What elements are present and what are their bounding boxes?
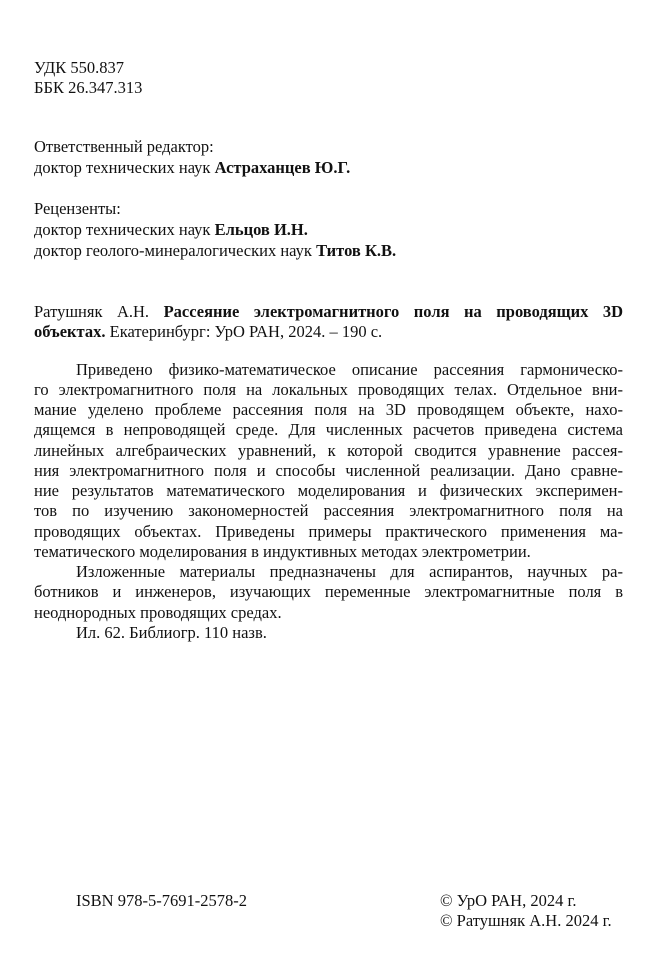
abstract-line: дящемся в непроводящей среде. Для численных расчетов приведена система [34, 420, 623, 439]
copyright-publisher: © УрО РАН, 2024 г. [440, 891, 577, 910]
abstract-line: Приведено физико-математическое описание рассеяния гармоническо- [76, 360, 623, 379]
citation-line-2 [34, 322, 382, 342]
abstract-line: го электромагнитного поля на локальных проводящих телах. Отдельное вни- [34, 380, 623, 399]
illustrations-count: Ил. 62. Библиогр. 110 назв. [76, 623, 267, 642]
abstract-line: тематического моделирования в индуктивных методах электрометрии. [34, 542, 531, 561]
abstract-line: тов по изучению закономерностей рассеяния электромагнитного поля на [34, 501, 623, 520]
audience-line: неоднородных проводящих средах. [34, 603, 282, 622]
citation-publisher: Екатеринбург: УрО РАН, 2024. – 190 с. [105, 322, 383, 341]
editor-label: Ответственный редактор: [34, 137, 214, 156]
citation-title-1: Рассеяние электромагнитного поля на проводящих 3D [163, 302, 624, 321]
abstract-line: ния электромагнитного поля и способы численной реализации. Дано сравне- [34, 461, 623, 480]
citation-line-1 [34, 302, 623, 322]
audience-line: Изложенные материалы предназначены для аспирантов, научных ра- [76, 562, 623, 581]
abstract-line: ние результатов математического моделирования и физических эксперимен- [34, 481, 623, 500]
bbk-code: ББК 26.347.313 [34, 78, 143, 97]
reviewer-1 [34, 220, 308, 240]
abstract-line: проводящих объектах. Приведены примеры практического применения ма- [34, 522, 623, 541]
citation-author: Ратушняк А.Н. [34, 302, 150, 321]
reviewer-2-degree: доктор геолого-минералогических наук [34, 241, 317, 260]
reviewer-2-name: Титов К.В. [316, 241, 397, 260]
abstract-line: мание уделено проблеме рассеяния поля на 3D проводящем объекте, нахо- [34, 400, 623, 419]
editor-line [34, 158, 350, 178]
editor-name: Астраханцев Ю.Г. [214, 158, 351, 177]
audience-line: ботников и инженеров, изучающих переменные электромагнитные поля в [34, 582, 623, 601]
editor-degree: доктор технических наук [34, 158, 215, 177]
reviewer-2 [34, 241, 396, 261]
abstract-line: линейных алгебраических уравнений, к которой сводится уравнение рассея- [34, 441, 623, 460]
citation-title-2: объектах. [34, 322, 106, 341]
reviewer-1-name: Ельцов И.Н. [214, 220, 308, 239]
reviewer-1-degree: доктор технических наук [34, 220, 215, 239]
copyright-author: © Ратушняк А.Н. 2024 г. [440, 911, 612, 930]
udk-code: УДК 550.837 [34, 58, 125, 77]
isbn: ISBN 978-5-7691-2578-2 [76, 891, 247, 910]
reviewers-label: Рецензенты: [34, 199, 121, 218]
